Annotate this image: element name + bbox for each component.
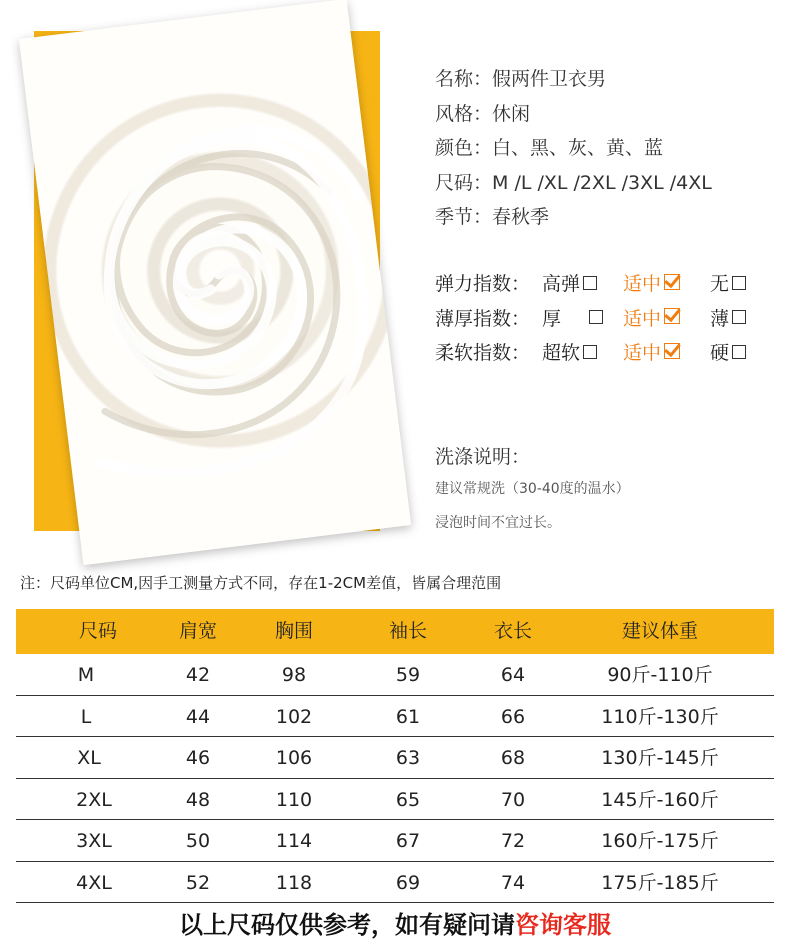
option-label: 厚 <box>542 307 562 330</box>
thickness-index-row <box>435 302 765 337</box>
index-option-3 <box>710 302 746 336</box>
info-label: 季节： <box>435 206 493 228</box>
table-cell: 106 <box>275 747 313 769</box>
table-cell: 98 <box>281 664 307 686</box>
table-cell: 64 <box>500 664 526 686</box>
table-row <box>16 654 774 696</box>
table-cell: 74 <box>500 871 526 894</box>
table-cell: 2XL <box>76 788 112 811</box>
info-label: 名称： <box>435 68 493 90</box>
info-value: 春秋季 <box>492 206 550 228</box>
option-label: 超软 <box>542 342 581 364</box>
table-cell: 3XL <box>76 830 112 852</box>
table-cell: 114 <box>275 830 313 852</box>
product-photo <box>30 25 380 535</box>
table-header <box>16 609 774 654</box>
info-color-row <box>435 131 712 166</box>
index-option-1 <box>542 336 597 370</box>
wash-line-2: 浸泡时间不宜过长。 <box>435 515 561 531</box>
unchecked-box-icon <box>732 310 746 324</box>
table-cell: 90斤-110斤 <box>607 664 713 686</box>
info-size-row <box>435 166 712 201</box>
info-name-row <box>435 62 712 97</box>
option-label: 硬 <box>710 342 730 364</box>
table-cell: 46 <box>185 747 211 769</box>
softness-index-row <box>435 336 765 371</box>
table-cell: 48 <box>185 788 211 811</box>
table-cell: 110斤-130斤 <box>601 705 719 728</box>
table-cell: 72 <box>500 830 526 852</box>
header-cell: 建议体重 <box>621 620 699 642</box>
option-label: 适中 <box>623 307 662 330</box>
fabric-swirl-graphic <box>19 0 411 565</box>
header-cell: 袖长 <box>388 620 428 642</box>
footer-note <box>0 905 790 940</box>
product-info <box>435 62 712 235</box>
washing-instructions <box>435 442 630 540</box>
table-cell: 175斤-185斤 <box>601 871 719 894</box>
table-cell: XL <box>77 747 101 769</box>
info-label: 尺码： <box>435 171 493 194</box>
table-cell: 4XL <box>76 871 112 894</box>
table-cell: 52 <box>185 871 211 894</box>
option-label: 适中 <box>623 273 662 295</box>
index-option-3 <box>710 267 746 301</box>
index-label: 柔软指数： <box>435 342 531 364</box>
table-cell: 118 <box>275 871 313 894</box>
header-cell: 尺码 <box>78 620 118 642</box>
table-cell: 102 <box>275 705 313 728</box>
table-row <box>16 737 774 779</box>
index-label: 弹力指数： <box>435 273 531 295</box>
elasticity-index-row <box>435 267 765 302</box>
table-cell: 42 <box>185 664 211 686</box>
header-cell: 衣长 <box>493 620 533 642</box>
table-cell: 110 <box>275 788 313 811</box>
table-cell: 66 <box>500 705 526 728</box>
index-option-3 <box>710 336 746 370</box>
index-option-1 <box>542 267 597 301</box>
footer-text: 以上尺码仅供参考，如有疑问请 <box>179 911 515 939</box>
table-cell: 63 <box>395 747 421 769</box>
table-row <box>16 696 774 738</box>
table-cell: 145斤-160斤 <box>601 788 719 811</box>
table-row <box>16 820 774 862</box>
table-cell: 160斤-175斤 <box>601 830 719 852</box>
header-cell: 肩宽 <box>178 620 218 642</box>
info-label: 风格： <box>435 102 493 125</box>
checked-box-icon <box>664 274 680 290</box>
info-style-row <box>435 97 712 132</box>
table-cell: 65 <box>395 788 421 811</box>
wash-title: 洗涤说明： <box>435 446 531 468</box>
unchecked-box-icon <box>732 345 746 359</box>
unchecked-box-icon <box>583 276 597 290</box>
index-option-2 <box>623 267 680 301</box>
info-value: M /L /XL /2XL /3XL /4XL <box>492 171 712 194</box>
info-value: 假两件卫衣男 <box>492 68 607 90</box>
table-cell: 69 <box>395 871 421 894</box>
table-cell: 59 <box>395 664 421 686</box>
table-cell: 130斤-145斤 <box>601 747 719 769</box>
unchecked-box-icon <box>583 345 597 359</box>
info-value: 休闲 <box>492 102 531 125</box>
table-row <box>16 862 774 904</box>
checked-box-icon <box>664 308 680 324</box>
table-cell: 61 <box>395 705 421 728</box>
info-season-row <box>435 200 712 235</box>
table-cell: 70 <box>500 788 526 811</box>
wash-line-1: 建议常规洗（30-40度的温水） <box>435 481 630 497</box>
size-table <box>16 609 774 903</box>
checked-box-icon <box>664 343 680 359</box>
option-label: 适中 <box>623 342 662 364</box>
info-label: 颜色： <box>435 137 493 159</box>
size-note: 注：尺码单位CM,因手工测量方式不同，存在1-2CM差值，皆属合理范围 <box>20 574 502 592</box>
index-label: 薄厚指数： <box>435 307 531 330</box>
table-cell: 50 <box>185 830 211 852</box>
index-option-2 <box>623 302 680 336</box>
table-cell: 67 <box>395 830 421 852</box>
info-value: 白、黑、灰、黄、蓝 <box>492 137 664 159</box>
table-cell: M <box>77 664 95 686</box>
table-cell: L <box>80 705 92 728</box>
fabric-swirl-image <box>19 0 411 565</box>
index-option-1 <box>542 302 603 336</box>
unchecked-box-icon <box>589 310 603 324</box>
option-label: 高弹 <box>542 273 581 295</box>
fabric-indexes <box>435 267 765 371</box>
contact-service-link[interactable]: 咨询客服 <box>515 911 611 939</box>
table-row <box>16 779 774 821</box>
table-cell: 44 <box>185 705 211 728</box>
table-cell: 68 <box>500 747 526 769</box>
option-label: 薄 <box>710 307 730 330</box>
unchecked-box-icon <box>732 276 746 290</box>
index-option-2 <box>623 336 680 370</box>
header-cell: 胸围 <box>274 620 314 642</box>
option-label: 无 <box>710 273 730 295</box>
